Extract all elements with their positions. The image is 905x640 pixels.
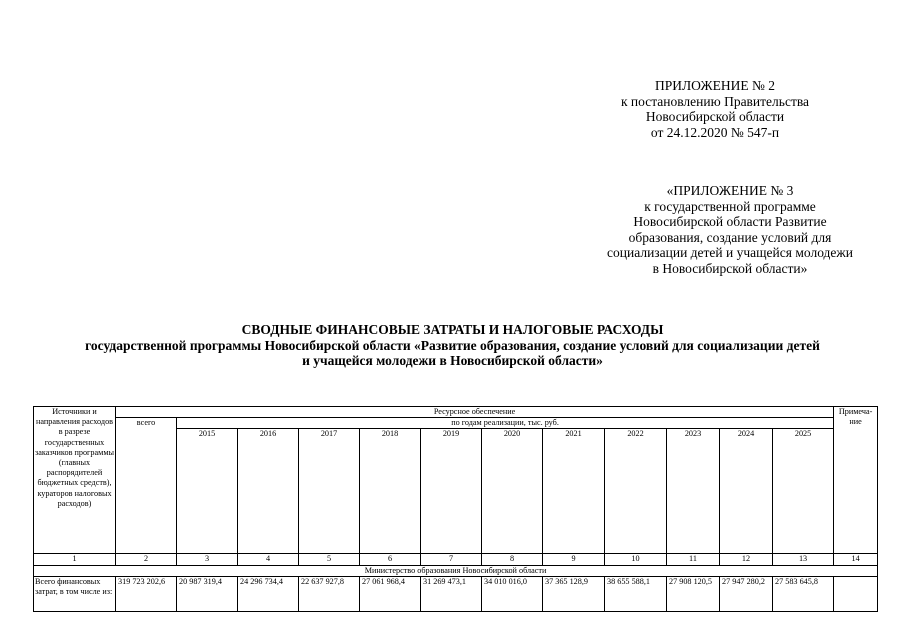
year-header-cell: 2015 (177, 429, 238, 554)
year-header-cell: 2023 (667, 429, 720, 554)
column-numbers-row (34, 554, 878, 565)
year-header-cell: 2024 (720, 429, 773, 554)
column-number-cell: 9 (543, 554, 605, 565)
total-row-value: 37 365 128,9 (543, 576, 605, 611)
column-number-cell: 5 (299, 554, 360, 565)
section-title-cell: Министерство образования Новосибирской области (34, 565, 878, 576)
appendix-3-line: в Новосибирской области» (652, 260, 808, 276)
appendix-2-header (590, 78, 840, 140)
total-row-value: 24 296 734,4 (238, 576, 299, 611)
year-header-cell: 2017 (299, 429, 360, 554)
column-number-cell: 14 (834, 554, 878, 565)
financial-table (33, 406, 878, 612)
year-header-cell: 2019 (421, 429, 482, 554)
total-row-value: 22 637 927,8 (299, 576, 360, 611)
year-header-cell: 2021 (543, 429, 605, 554)
year-header-cell: 2025 (773, 429, 834, 554)
year-header-cell: 2020 (482, 429, 543, 554)
total-row-value: 27 061 968,4 (360, 576, 421, 611)
appendix-3-header (585, 183, 875, 276)
total-row-label: Всего финансовых затрат, в том числе из: (34, 576, 116, 611)
title-line-3: и учащейся молодежи в Новосибирской области» (302, 353, 603, 368)
appendix-3-line: Новосибирской области Развитие (633, 214, 827, 229)
column-number-cell: 4 (238, 554, 299, 565)
total-row (34, 576, 878, 611)
appendix-2-line: ПРИЛОЖЕНИЕ № 2 (654, 78, 776, 93)
column-number-cell: 6 (360, 554, 421, 565)
note-header-cell: Примеча-ние (834, 407, 878, 554)
section-row (34, 565, 878, 576)
column-number-cell: 10 (605, 554, 667, 565)
column-number-cell: 11 (667, 554, 720, 565)
total-row-value: 27 583 645,8 (773, 576, 834, 611)
document-title (20, 322, 885, 369)
by-years-header-cell: по годам реализации, тыс. руб. (177, 418, 834, 429)
total-row-total: 319 723 202,6 (116, 576, 177, 611)
total-row-value: 38 655 588,1 (605, 576, 667, 611)
header-row-2 (34, 418, 878, 429)
column-number-cell: 1 (34, 554, 116, 565)
appendix-3-line: к государственной программе (644, 198, 816, 214)
appendix-3-line: образования, создание условий для (628, 229, 832, 245)
total-row-value: 27 908 120,5 (667, 576, 720, 611)
header-row-1 (34, 407, 878, 418)
total-row-note (834, 576, 878, 611)
column-number-cell: 12 (720, 554, 773, 565)
appendix-2-line: Новосибирской области (645, 109, 785, 124)
title-line-1: СВОДНЫЕ ФИНАНСОВЫЕ ЗАТРАТЫ И НАЛОГОВЫЕ РАСХОДЫ (241, 322, 664, 337)
column-number-cell: 3 (177, 554, 238, 565)
resource-header-cell: Ресурсное обеспечение (116, 407, 834, 418)
year-header-cell: 2018 (360, 429, 421, 554)
title-line-2: государственной программы Новосибирской области «Развитие образования, создание условий для социализации детей (85, 337, 820, 353)
year-header-cell: 2022 (605, 429, 667, 554)
appendix-2-line: к постановлению Правительства (620, 93, 810, 109)
appendix-3-line: «ПРИЛОЖЕНИЕ № 3 (666, 183, 794, 198)
sources-header-cell: Источники и направления расходов в разрезе государственных заказчиков программы (главных распорядителей бюджетных средств), кураторов налоговых расходов) (34, 407, 116, 554)
column-number-cell: 7 (421, 554, 482, 565)
year-header-cell: 2016 (238, 429, 299, 554)
appendix-3-line: социализации детей и учащейся молодежи (607, 245, 853, 260)
total-row-value: 34 010 016,0 (482, 576, 543, 611)
total-header-cell: всего (116, 418, 177, 554)
column-number-cell: 13 (773, 554, 834, 565)
total-row-value: 27 947 280,2 (720, 576, 773, 611)
column-number-cell: 2 (116, 554, 177, 565)
total-row-value: 31 269 473,1 (421, 576, 482, 611)
column-number-cell: 8 (482, 554, 543, 565)
total-row-value: 20 987 319,4 (177, 576, 238, 611)
appendix-2-line: от 24.12.2020 № 547-п (650, 124, 780, 140)
